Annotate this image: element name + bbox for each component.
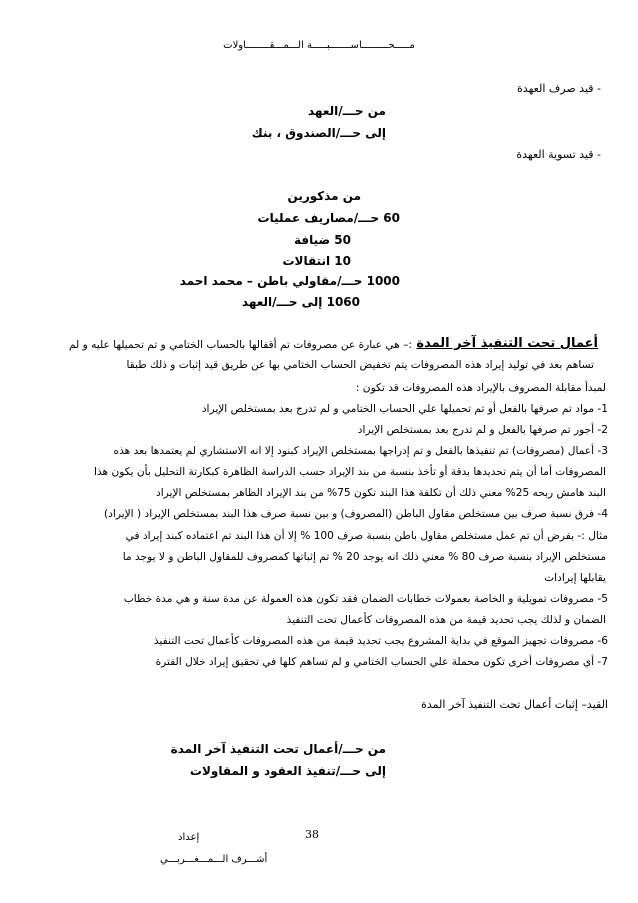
wip-line-15: 6- مصروفات تجهيز الموقع في بداية المشروع يجب تحديد قيمة من هذه المصروفات كأعمال تحت التنفيذ bbox=[153, 635, 608, 647]
wip-heading: أعمال تحت التنفيذ آخر المدة bbox=[416, 336, 598, 351]
entry1-debit: من حـــ/العهد bbox=[308, 104, 386, 118]
wip-line-4: 1- مواد تم صرفها بالفعل أو تم تحميلها علي الحساب الختامي و لم تدرج بعد بمستخلص الإيراد bbox=[201, 403, 608, 415]
wip-line-3: لمبدأ مقابلة المصروف بالإيراد هذه المصروفات قد تكون : bbox=[355, 382, 606, 394]
wip-line-9: 4- فرق نسبة صرف بين مستخلص مقاول الباطن (المصروف) و بين نسبة صرف هذا البند بمستخلص الإيراد ( الإيراد) bbox=[104, 508, 608, 520]
entry2-from: من مذكورين bbox=[287, 189, 361, 203]
entry3-credit: إلى حـــ/تنفيذ العقود و المقاولات bbox=[189, 764, 386, 778]
wip-line-2: تساهم بعد في توليد إيراد هذه المصروفات يتم تخفيض الحساب الختامي بها عن طريق قيد إثبات و ذلك طبقا bbox=[126, 359, 594, 371]
wip-line-16: 7- أي مصروفات أخرى تكون محملة علي الحساب الختامي و لم تساهم كلها في تحقيق إيراد خلال الفترة bbox=[155, 656, 608, 668]
wip-line-7: المصروفات أما أن يتم تحديدها بدقة أو تأخذ بنسبة من بند الإيراد حسب الدراسة الظاهرة كبكارتة التحليل بأن يكون هذا bbox=[94, 466, 606, 478]
entry3-debit: من حـــ/أعمال تحت التنفيذ آخر المدة bbox=[170, 742, 386, 756]
wip-line-12: يقابلها إيرادات bbox=[544, 572, 606, 584]
wip-line-8: البند هامش ربحه 25% معني ذلك أن تكلفة هذا البند تكون 75% من بند الإيراد الظاهر بمستخلص الإيراد bbox=[156, 487, 606, 499]
entry2-line1: 60 حـــ/مصاريف عمليات bbox=[257, 211, 400, 225]
entry2-title: - قيد تسوية العهدة bbox=[516, 148, 601, 161]
page-number: 38 bbox=[305, 828, 319, 841]
author-name: أشـــرف الـــمـــغـــربـــي bbox=[160, 854, 268, 865]
wip-line-11: مستخلص الإيراد بنسبة صرف 80 % معني ذلك انه يوجد 20 % تم إثباتها كمصروف للمقاول الباطن و لا يوجد ما bbox=[122, 551, 606, 563]
wip-line-6: 3- أعمال (مصروفات) تم تنفيذها بالفعل و تم إدراجها بمستخلص الإيراد كبنود إلا انه الاستشاري لم يعتمدها بعد هذه bbox=[113, 445, 608, 457]
wip-line-10: مثال :- بفرض أن تم عمل مستخلص مقاول باطن بنسبة صرف 100 % إلا أن هذا البند تم اعتماده كبند إيراد في bbox=[125, 530, 608, 542]
prepared-by-label: إعداد bbox=[178, 832, 200, 843]
wip-line-14: الضمان و لذلك يجب تحديد قيمة من هذه المصروفات كأعمال تحت التنفيذ bbox=[286, 614, 606, 626]
wip-line-1: :– هي عبارة عن مصروفات تم أقفالها بالحساب الختامي و تم تحميلها عليه و لم bbox=[68, 339, 412, 351]
entry2-line4: 1000 حـــ/مقاولي باطن – محمد احمد bbox=[179, 274, 400, 288]
entry2-line5: 1060 إلى حـــ/العهد bbox=[241, 295, 360, 309]
wip-line-13: 5- مصروفات تمويلية و الخاصة بعمولات خطابات الضمان فقد تكون هذه العمولة عن مدة سنة و هي مدة خطاب bbox=[123, 593, 608, 605]
entry1-credit: إلى حـــ/الصندوق ، بنك bbox=[251, 126, 386, 140]
wip-line-5: 2- أجور تم صرفها بالفعل و لم تدرج بعد بمستخلص الإيراد bbox=[357, 424, 608, 436]
entry3-title: القيد– إثبات أعمال تحت التنفيذ آخر المدة bbox=[421, 698, 608, 711]
entry1-title: - قيد صرف العهدة bbox=[517, 82, 601, 95]
entry2-line3: 10 انتقالات bbox=[282, 254, 351, 268]
entry2-line2: 50 ضيافة bbox=[293, 233, 351, 247]
page-header: مـــــحـــــــــاســـــــبـــــة الـــمـــقــــــــاولات bbox=[223, 40, 415, 51]
